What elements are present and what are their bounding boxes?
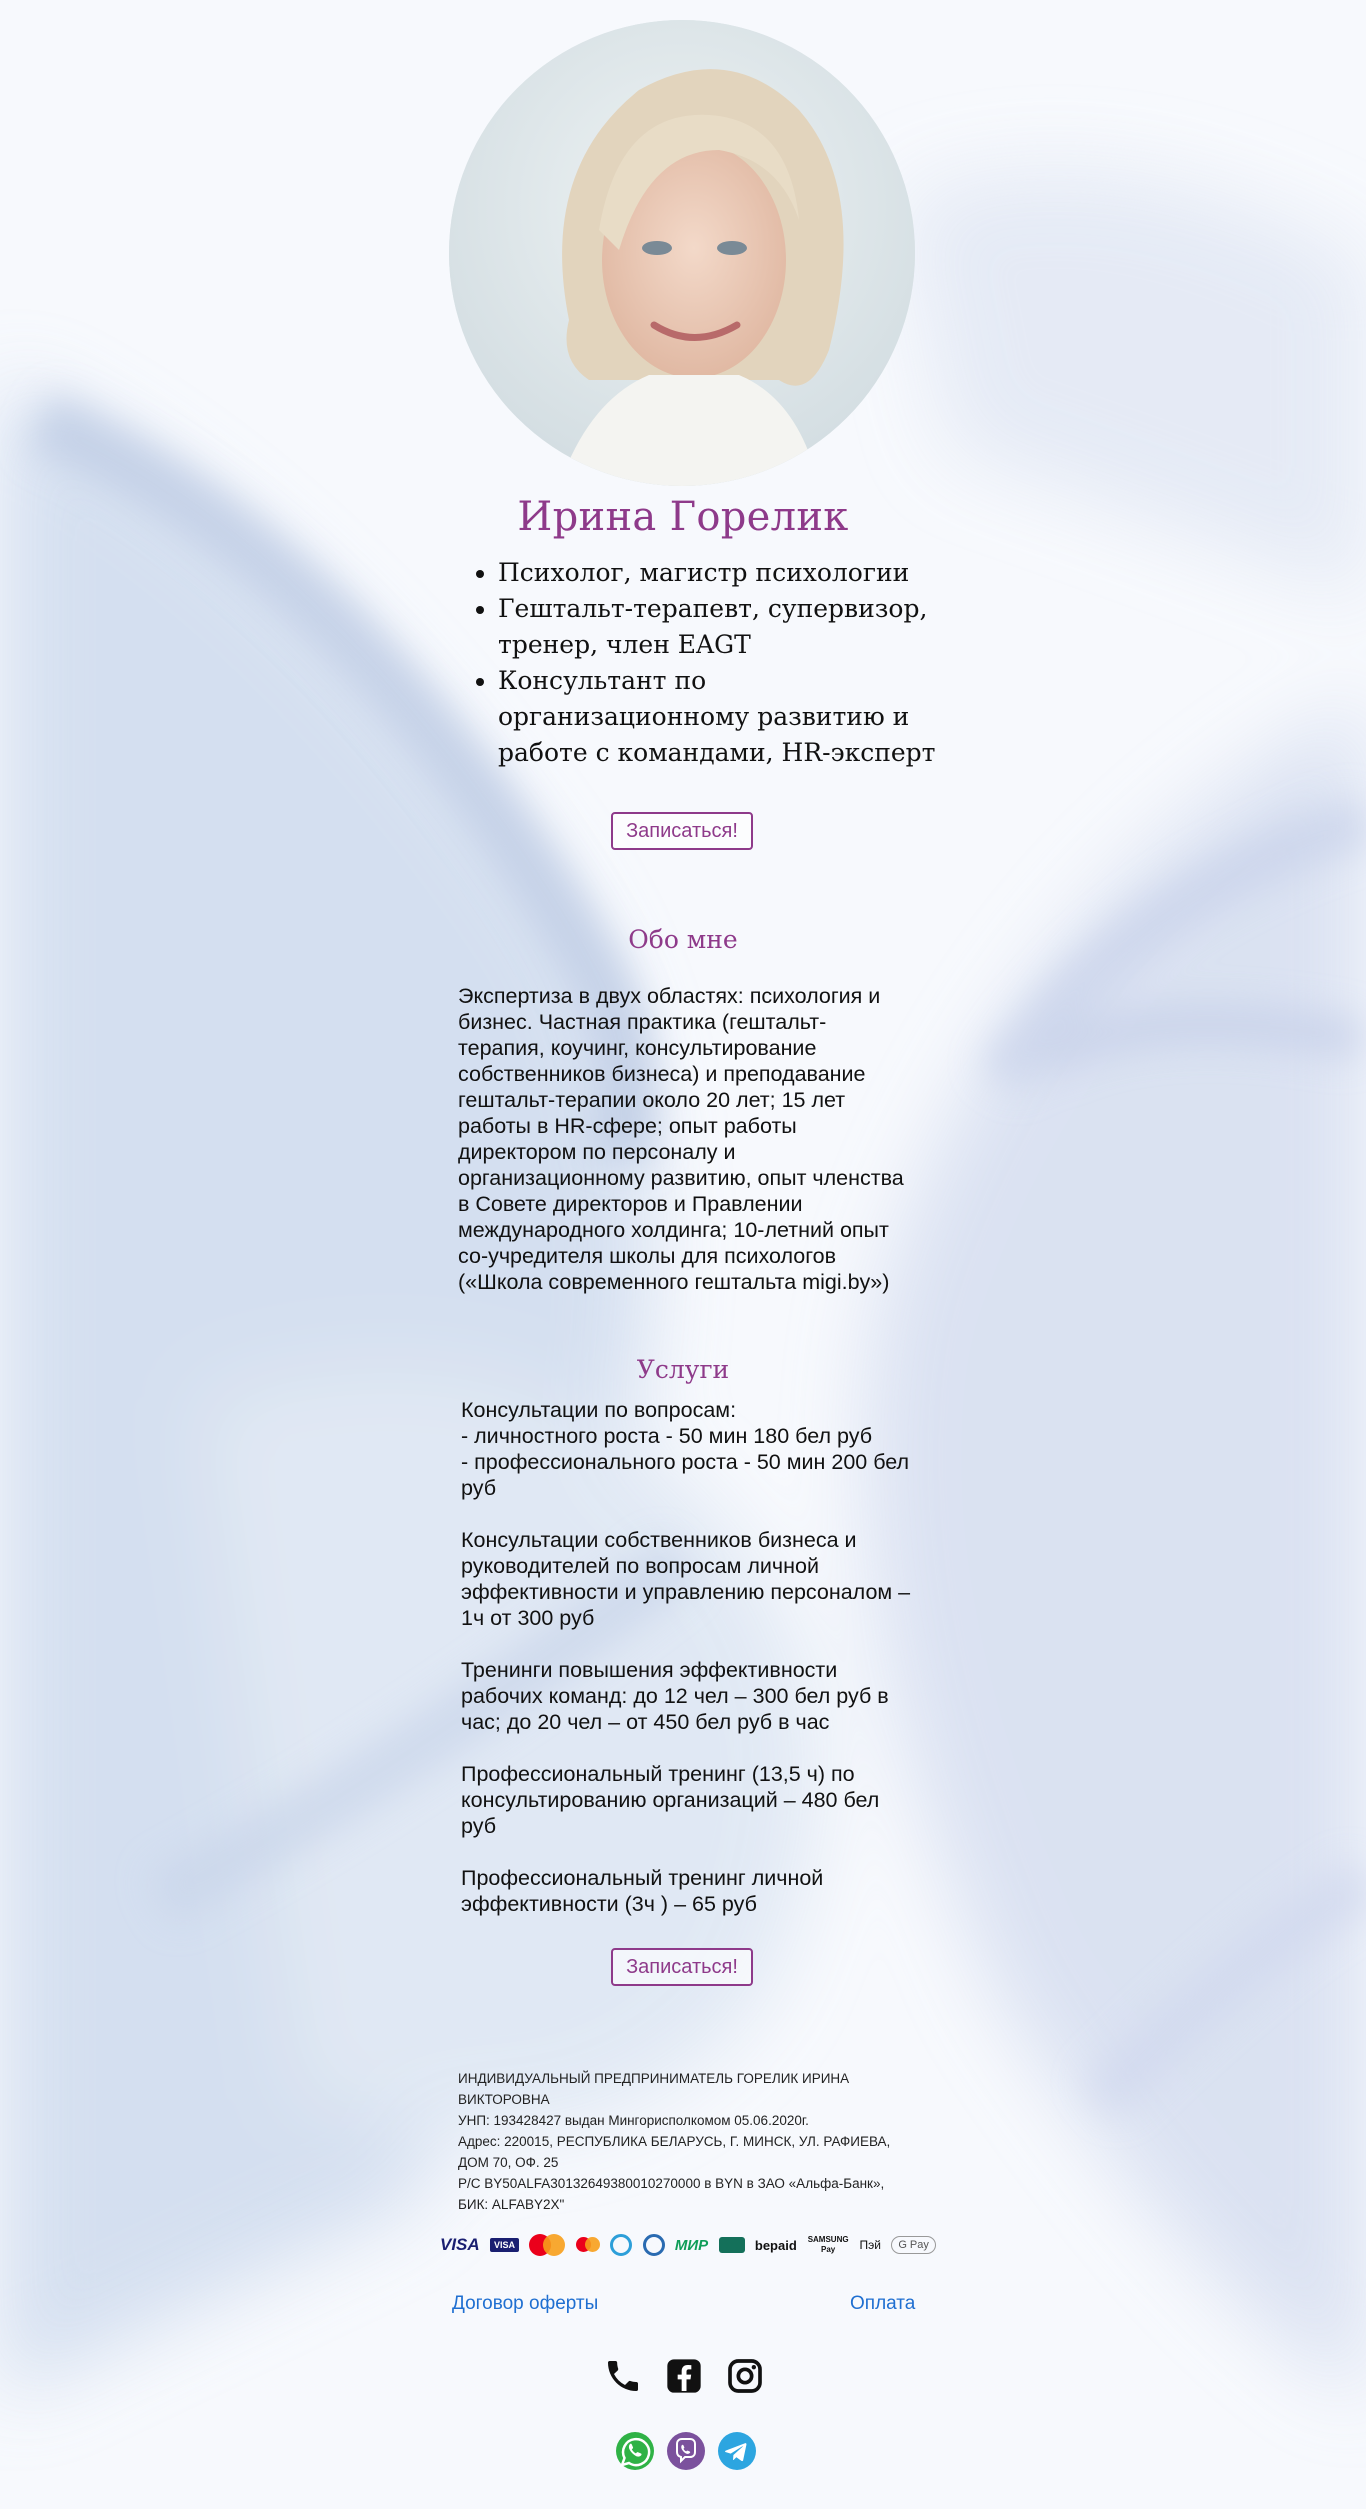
service-block: Профессиональный тренинг (13,5 ч) по консультированию организаций – 480 бел руб xyxy=(461,1762,880,1838)
messenger-links xyxy=(614,2430,758,2474)
google-pay-logo: G Pay xyxy=(891,2236,936,2254)
role-item: • Психолог, магистр психологии xyxy=(498,555,938,591)
signup-button-bottom[interactable]: Записаться! xyxy=(611,1948,753,1986)
profile-name: Ирина Горелик xyxy=(517,494,849,540)
service-block: Консультации собственников бизнеса и руководителей по вопросам личной эффективности и управлению персоналом – 1ч от 300 руб xyxy=(461,1528,911,1630)
legal-line: УНП: 193428427 выдан Мингорисполкомом 05.06.2020г. xyxy=(458,2113,809,2128)
belkart-logo xyxy=(610,2234,632,2256)
legal-info xyxy=(458,2068,918,2215)
services-title: Услуги xyxy=(636,1355,730,1384)
payment-link[interactable]: Оплата xyxy=(850,2293,916,2314)
role-item: • Гештальт-терапевт, супервизор, тренер, член EAGT xyxy=(498,591,938,663)
bepaid-logo: bepaid xyxy=(754,2237,797,2253)
legal-line: Адрес: 220015, РЕСПУБЛИКА БЕЛАРУСЬ, Г. МИНСК, УЛ. РАФИЕВА, ДОМ 70, ОФ. 25 xyxy=(458,2134,891,2170)
viber-icon[interactable] xyxy=(665,2430,707,2474)
instagram-icon[interactable] xyxy=(725,2356,765,2404)
whatsapp-icon[interactable] xyxy=(614,2430,656,2474)
telegram-icon[interactable] xyxy=(716,2430,758,2474)
services-list xyxy=(461,1397,913,1943)
mir-logo: МИР xyxy=(674,2236,709,2254)
pay-logo: Пэй xyxy=(859,2238,881,2252)
legal-line: Р/С BY50ALFA30132649380010270000 в BYN в ЗАО «Альфа-Банк», БИК: ALFABY2X" xyxy=(458,2176,885,2212)
visa-electron-logo: VISA xyxy=(490,2238,519,2252)
role-item: • Консультант по организационному развитию и работе с командами, HR-эксперт xyxy=(498,663,938,771)
service-block: Профессиональный тренинг личной эффективности (3ч ) – 65 руб xyxy=(461,1866,824,1916)
profile-photo xyxy=(449,20,915,486)
phone-icon[interactable] xyxy=(603,2356,643,2404)
service-block: Консультации по вопросам: - личностного роста - 50 мин 180 бел руб - профессионального роста - 50 мин 200 бел руб xyxy=(461,1398,910,1500)
legal-line: ИНДИВИДУАЛЬНЫЙ ПРЕДПРИНИМАТЕЛЬ ГОРЕЛИК ИРИНА ВИКТОРОВНА xyxy=(458,2071,850,2107)
maestro-logo xyxy=(576,2237,600,2253)
belkart-internet-logo xyxy=(643,2234,665,2256)
signup-button[interactable]: Записаться! xyxy=(611,812,753,850)
visa-logo: VISA xyxy=(440,2235,480,2254)
about-title: Обо мне xyxy=(628,925,738,954)
about-text: Экспертиза в двух областях: психология и бизнес. Частная практика (гештальт-терапия, коучинг, консультирование собственников бизнеса) и преподавание гештальт-терапии около 20 лет; 15 лет работы в HR-сфере; опыт работы директором по персоналу и организационному развитию, опыт членства в Совете директоров и Правлении международного холдинга; 10-летний опыт со-учредителя школы для психологов («Школа современного гештальта migi.by») xyxy=(458,984,904,1294)
samsung-pay-logo: SAMSUNG Pay xyxy=(807,2235,849,2254)
offer-agreement-link[interactable]: Договор оферты xyxy=(452,2293,599,2314)
payment-logos xyxy=(440,2232,936,2258)
social-links xyxy=(603,2356,765,2404)
mastercard-logo xyxy=(529,2234,565,2256)
roles-list xyxy=(472,555,938,771)
service-block: Тренинги повышения эффективности рабочих команд: до 12 чел – 300 бел руб в час; до 20 чел – от 450 бел руб в час xyxy=(461,1658,889,1734)
erip-logo xyxy=(719,2237,745,2253)
facebook-icon[interactable] xyxy=(664,2356,704,2404)
